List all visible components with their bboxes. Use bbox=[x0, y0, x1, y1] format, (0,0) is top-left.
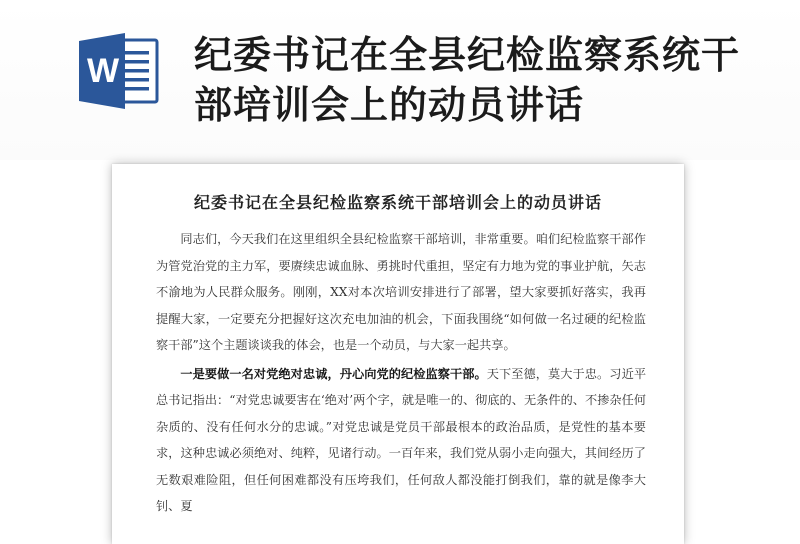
word-document-icon bbox=[77, 33, 165, 109]
paragraph-2-heading: 一是要做一名对党绝对忠诚，丹心向党的纪检监察干部。 bbox=[180, 366, 487, 381]
paragraph-2-text: 天下至德，莫大于忠。习近平总书记指出：“对党忠诚要害在‘绝对’两个字，就是唯一的、彻底的、无条件的、不掺杂任何杂质的、没有任何水分的忠诚。”对党忠诚是党员干部最根本的政治品质，是党性的基本要求，这种忠诚必须绝对、纯粹，见诸行动。一百年来，我们党从弱小走向强大，其间经历了无数艰难险阻，但任何困难都没有压垮我们，任何敌人都没能打倒我们，靠的就是像李大钊、夏 bbox=[156, 366, 647, 513]
header-banner bbox=[0, 0, 800, 160]
document-page-preview bbox=[112, 164, 684, 544]
paragraph-1: 同志们，今天我们在这里组织全县纪检监察干部培训，非常重要。咱们纪检监察干部作为管党治党的主力军，要赓续忠诚血脉、勇挑时代重担，坚定有力地为党的事业护航，矢志不渝地为人民群众服务。刚刚，XX对本次培训安排进行了部署，望大家要抓好落实，我再提醒大家，一定要充分把握好这次充电加油的机会，下面我围绕“如何做一名过硬的纪检监察干部”这个主题谈谈我的体会，也是一个动员，与大家一起共享。 bbox=[156, 232, 646, 352]
header-title: 纪委书记在全县纪检监察系统干部培训会上的动员讲话 bbox=[194, 33, 741, 127]
paragraph-2 bbox=[156, 361, 646, 520]
document-body bbox=[156, 226, 646, 520]
document-title: 纪委书记在全县纪检监察系统干部培训会上的动员讲话 bbox=[193, 193, 602, 212]
word-icon-letter: W bbox=[86, 52, 120, 90]
